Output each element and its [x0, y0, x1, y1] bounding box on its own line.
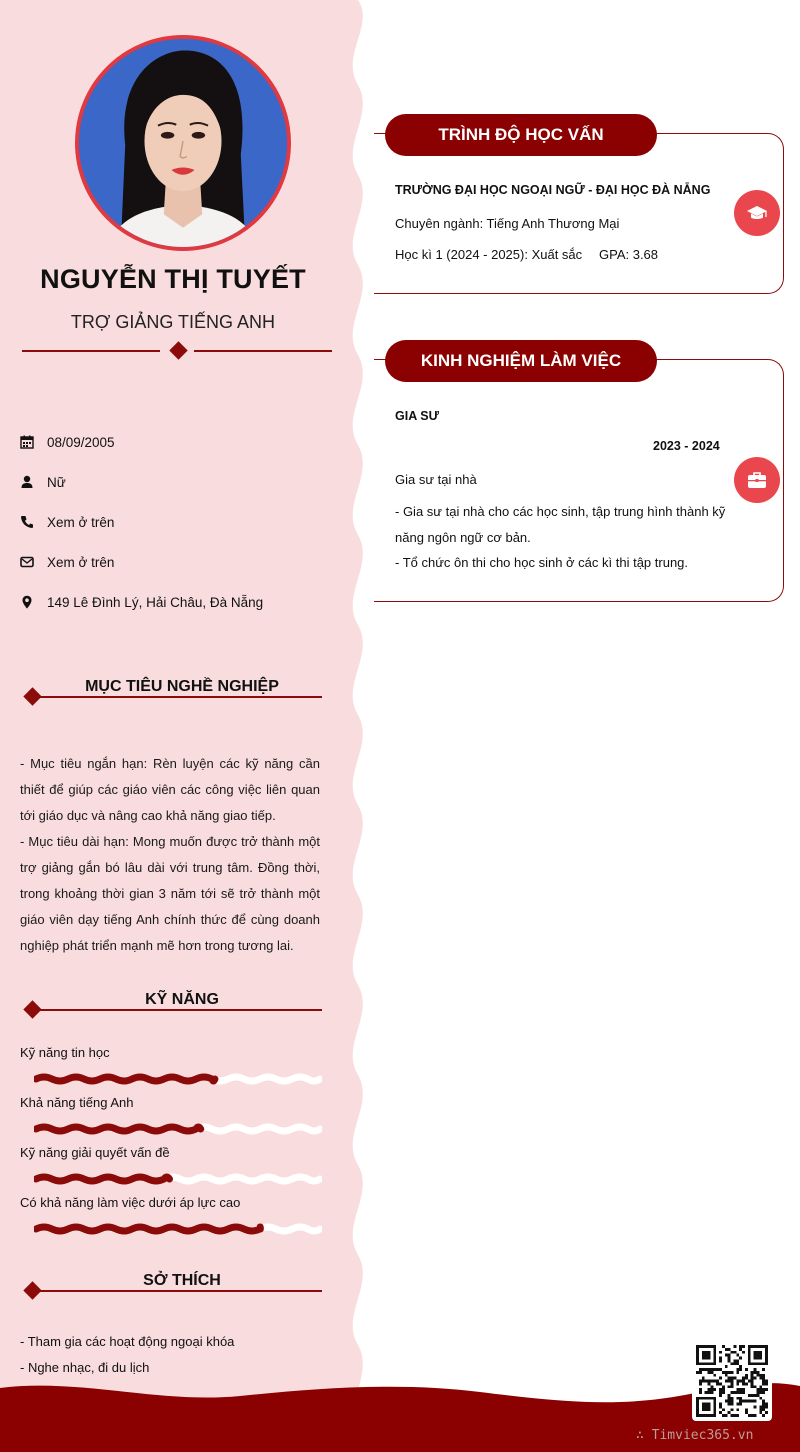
experience-place: Gia sư tại nhà [395, 472, 477, 487]
education-gpa: GPA: 3.68 [599, 247, 659, 262]
name-divider [22, 341, 332, 361]
experience-role: GIA SƯ [395, 409, 439, 423]
skills-heading-label: KỸ NĂNG [145, 991, 219, 1008]
skill-label: Khả năng tiếng Anh [20, 1095, 134, 1110]
qr-code [692, 1341, 772, 1421]
qr-pattern [696, 1345, 768, 1417]
skill-label: Kỹ năng tin học [20, 1045, 110, 1060]
skill-bar [34, 1122, 322, 1136]
hobbies-heading [22, 1274, 322, 1298]
calendar-icon [20, 434, 47, 450]
skill-bar-fill [36, 1077, 215, 1081]
heading-rule [36, 1290, 322, 1292]
skill-bar-fill [36, 1127, 201, 1131]
education-heading: TRÌNH ĐỘ HỌC VẤN [385, 114, 657, 156]
contact-gender [20, 474, 340, 490]
experience-desc-1: - Gia sư tại nhà cho các học sinh, tập trung hình thành kỹ năng ngôn ngữ cơ bản. [395, 504, 726, 545]
phone-value: Xem ở trên [47, 514, 115, 530]
experience-heading: KINH NGHIỆM LÀM VIỆC [385, 340, 657, 382]
education-school: TRƯỜNG ĐẠI HỌC NGOẠI NGỮ - ĐẠI HỌC ĐÀ NẴNG [395, 183, 711, 197]
contact-address [20, 594, 340, 610]
gender-value: Nữ [47, 474, 66, 490]
address-value: 149 Lê Đình Lý, Hải Châu, Đà Nẵng [47, 594, 264, 610]
contact-phone [20, 514, 340, 530]
briefcase-icon [734, 457, 780, 503]
hobby-item: - Nghe nhạc, đi du lịch [20, 1360, 150, 1375]
avatar-portrait [79, 39, 287, 247]
objective-short-term: - Mục tiêu ngắn hạn: Rèn luyện các kỹ năng cần thiết để giúp các giáo viên các công việc liên quan tới giáo dục và nâng cao khả năng giao tiếp. [20, 756, 320, 823]
contact-birthday [20, 434, 340, 450]
skill-bar-fill [36, 1177, 169, 1181]
objective-long-term: - Mục tiêu dài hạn: Mong muốn được trở thành một trợ giảng gắn bó lâu dài với trung tâm. Đồng thời, trong khoảng thời gian 3 năm tới sẽ trở thành một giáo viên dạy tiếng Anh chính thức để cùng doanh nghiệp phát triển mạnh mẽ hơn trong tương lai. [20, 834, 320, 953]
skills-heading [22, 993, 322, 1017]
heading-rule [36, 696, 322, 698]
contact-email [20, 554, 340, 570]
skill-bar [34, 1172, 322, 1186]
birthday-value: 08/09/2005 [47, 434, 115, 450]
experience-desc-2: - Tổ chức ôn thi cho học sinh ở các kì thi tập trung. [395, 555, 689, 570]
graduation-cap-icon [734, 190, 780, 236]
hobby-item: - Tham gia các hoạt động ngoại khóa [20, 1334, 235, 1349]
map-pin-icon [20, 594, 47, 610]
candidate-job-title: TRỢ GIẢNG TIẾNG ANH [70, 312, 276, 332]
skill-label: Có khả năng làm việc dưới áp lực cao [20, 1195, 241, 1210]
experience-period: 2023 - 2024 [653, 439, 720, 453]
envelope-icon [20, 554, 47, 570]
hobbies-heading-label: SỞ THÍCH [143, 1272, 221, 1289]
skill-bar [34, 1222, 322, 1236]
user-icon [20, 474, 47, 490]
avatar [75, 35, 291, 251]
candidate-name: NGUYỄN THỊ TUYẾT [40, 264, 306, 294]
objective-heading-label: MỤC TIÊU NGHỀ NGHIỆP [85, 678, 279, 695]
education-major: Chuyên ngành: Tiếng Anh Thương Mại [395, 216, 620, 231]
heading-rule [36, 1009, 322, 1011]
email-value: Xem ở trên [47, 554, 115, 570]
skill-bar [34, 1072, 322, 1086]
watermark: ∴ Timviec365.vn [636, 1428, 754, 1443]
skill-bar-fill [36, 1227, 260, 1231]
education-term: Học kì 1 (2024 - 2025): Xuất sắc [395, 247, 583, 262]
skill-label: Kỹ năng giải quyết vấn đề [20, 1145, 170, 1160]
phone-icon [20, 514, 47, 530]
education-box [374, 133, 784, 294]
objective-heading [22, 680, 322, 704]
